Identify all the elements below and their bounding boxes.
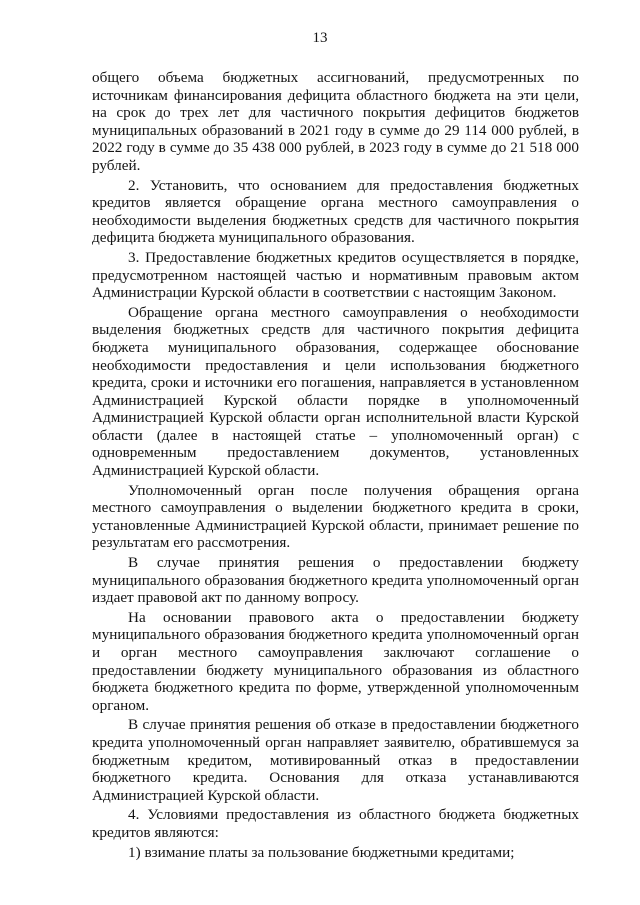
paragraph-7: На основании правового акта о предоставлении бюджету муниципального образования бюджетного кредита уполномоченный орган и орган местного самоуправления заключают соглашение о предоставлении бюджету муниципального образования из областного бюджета бюджетного кредита по форме, утвержденной уполномоченным органом. bbox=[92, 608, 579, 714]
paragraph-6: В случае принятия решения о предоставлении бюджету муниципального образования бюджетного кредита уполномоченный орган издает правовой акт по данному вопросу. bbox=[92, 554, 579, 607]
paragraph-1: общего объема бюджетных ассигнований, предусмотренных по источникам финансирования дефицита областного бюджета на эти цели, на срок до трех лет для частичного покрытия дефицитов бюджетов муниципальных образований в 2021 году в сумме до 29 114 000 рублей, в 2022 году в сумме до 35 438 000 рублей, в 2023 году в сумме до 21 518 000 рублей. bbox=[92, 69, 579, 174]
paragraph-10: 1) взимание платы за пользование бюджетными кредитами; bbox=[128, 843, 515, 861]
paragraph-5: Уполномоченный орган после получения обращения органа местного самоуправления о выделении бюджетного кредита в сроки, установленные Администрацией Курской области, принимает решение по результатам его рассмотрения. bbox=[92, 481, 579, 552]
paragraph-3: 3. Предоставление бюджетных кредитов осуществляется в порядке, предусмотренном настоящей частью и нормативным правовым актом Администрации Курской области в соответствии с настоящим Законом. bbox=[92, 248, 579, 302]
document-body bbox=[92, 69, 579, 863]
paragraph-9: 4. Условиями предоставления из областного бюджета бюджетных кредитов являются: bbox=[92, 806, 579, 841]
page-number: 13 bbox=[312, 30, 328, 46]
paragraph-4: Обращение органа местного самоуправления о необходимости выделения бюджетных средств для частичного покрытия дефицита бюджета муниципального образования, содержащее обоснование необходимости предоставления и цели использования бюджетного кредита, сроки и источники его погашения, направляется в установленном Администрацией Курской области порядке в уполномоченный Администрацией Курской области орган исполнительной власти Курской области (далее в настоящей статье – уполномоченный орган) с одновременным предоставлением документов, установленных Администрацией Курской области. bbox=[92, 303, 579, 480]
paragraph-8: В случае принятия решения об отказе в предоставлении бюджетного кредита уполномоченный орган направляет заявителю, обратившемуся за бюджетным кредитом, мотивированный отказ в предоставлении бюджетного кредита. Основания для отказа устанавливаются Администрацией Курской области. bbox=[92, 716, 579, 804]
paragraph-2: 2. Установить, что основанием для предоставления бюджетных кредитов является обращение органа местного самоуправления о необходимости выделения бюджетных средств для частичного покрытия дефицита бюджета муниципального образования. bbox=[92, 176, 579, 247]
